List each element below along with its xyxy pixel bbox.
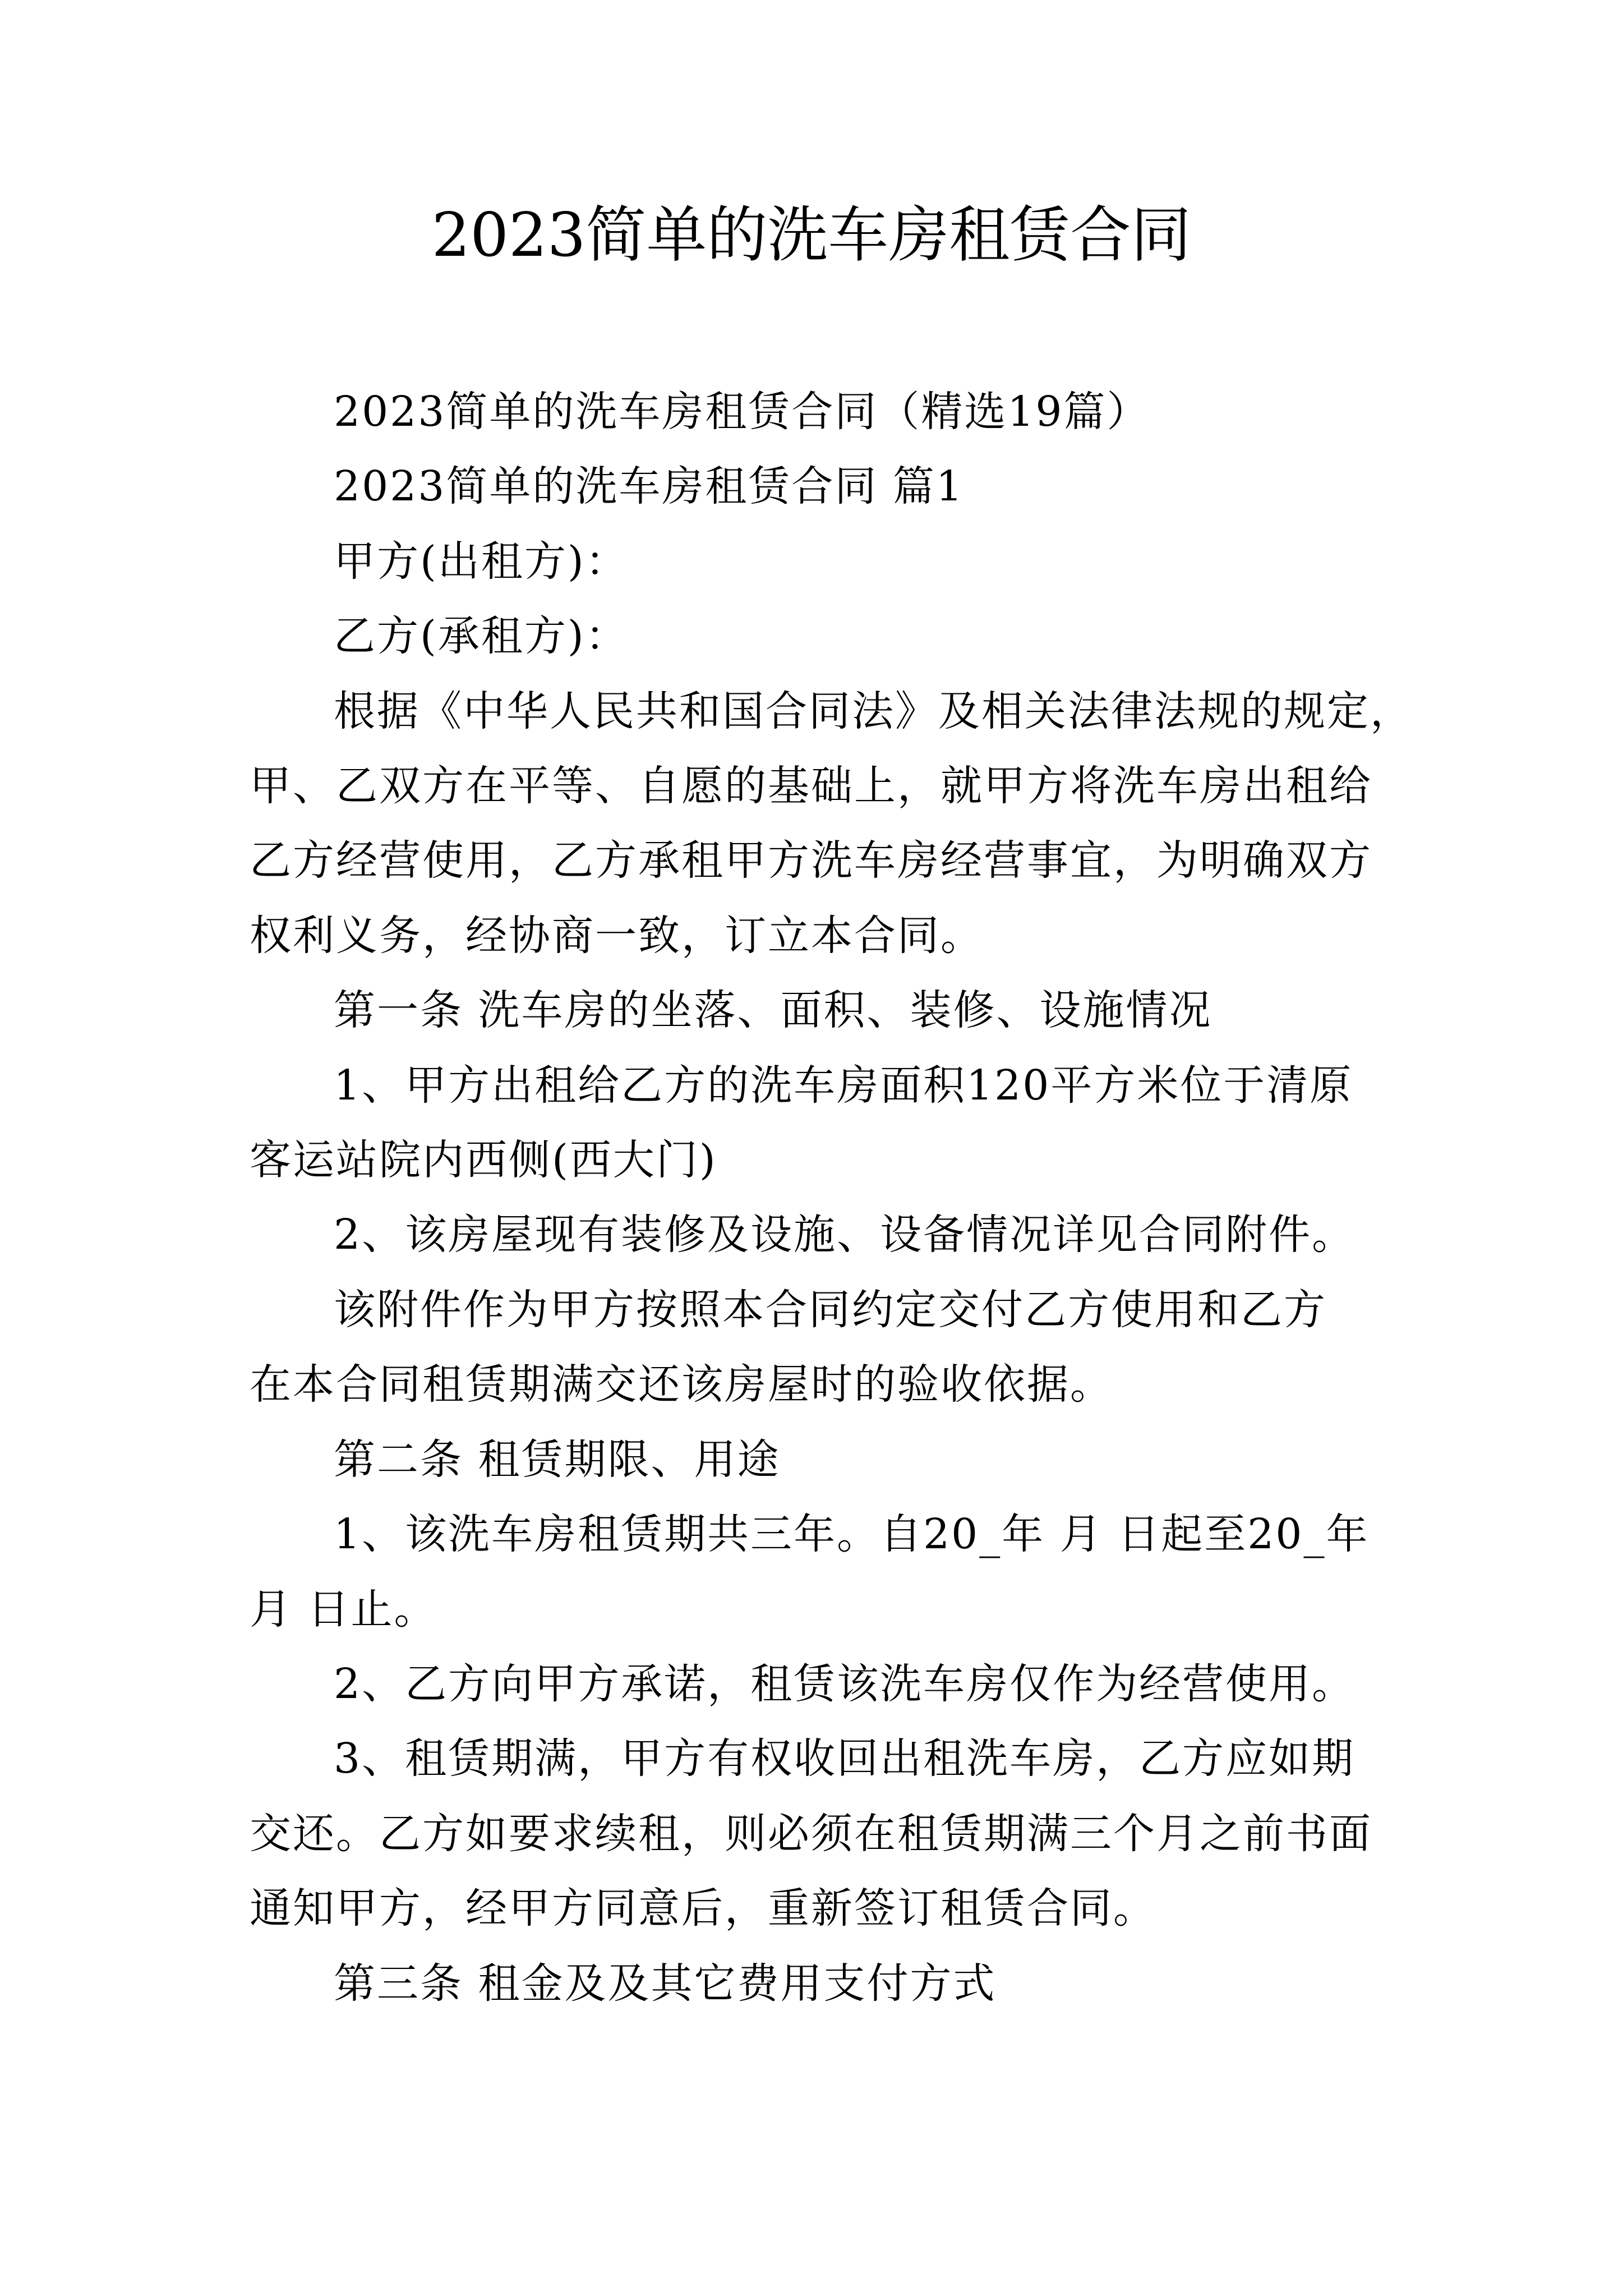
text-line: 通知甲方，经甲方同意后，重新签订租赁合同。 <box>250 1884 1156 1933</box>
text-line: 2、该房屋现有装修及设施、设备情况详见合同附件。 <box>334 1211 1355 1259</box>
text-line: 1、甲方出租给乙方的洗车房面积120平方米位于清原 <box>334 1061 1353 1110</box>
paragraph <box>250 449 1388 524</box>
paragraph <box>250 524 1388 599</box>
text-line: 第三条 租金及及其它费用支付方式 <box>334 1959 997 2008</box>
text-line: 月 日止。 <box>250 1585 437 1634</box>
text-line: 交还。乙方如要求续租，则必须在租赁期满三个月之前书面 <box>250 1809 1372 1858</box>
text-line: 权利义务，经协商一致，订立本合同。 <box>250 911 984 960</box>
text-line: 2023简单的洗车房租赁合同（精选19篇） <box>334 388 1150 436</box>
text-line: 3、租赁期满，甲方有权收回出租洗车房，乙方应如期 <box>334 1734 1355 1783</box>
document-body <box>250 375 1413 2021</box>
paragraph <box>250 1198 1388 1272</box>
text-line: 2023简单的洗车房租赁合同 篇1 <box>334 462 964 511</box>
text-line: 客运站院内西侧(西大门) <box>250 1136 717 1185</box>
text-line: 2、乙方向甲方承诺，租赁该洗车房仅作为经营使用。 <box>334 1659 1355 1708</box>
text-line: 1、该洗车房租赁期共三年。自20_年 月 日起至20_年 <box>334 1510 1370 1559</box>
paragraph <box>250 1722 1388 1946</box>
text-line: 在本合同租赁期满交还该房屋时的验收依据。 <box>250 1360 1113 1409</box>
paragraph <box>250 375 1388 449</box>
paragraph <box>250 1647 1388 1722</box>
paragraph <box>250 599 1388 674</box>
paragraph <box>250 1273 1388 1423</box>
text-line: 根据《中华人民共和国合同法》及相关法律法规的规定， <box>334 687 1413 735</box>
text-line: 第一条 洗车房的坐落、面积、装修、设施情况 <box>334 986 1212 1035</box>
text-line: 甲、乙双方在平等、自愿的基础上，就甲方将洗车房出租给 <box>250 762 1372 811</box>
text-line: 该附件作为甲方按照本合同约定交付乙方使用和乙方 <box>334 1285 1327 1334</box>
text-line: 乙方经营使用，乙方承租甲方洗车房经营事宜，为明确双方 <box>250 836 1372 885</box>
paragraph <box>250 674 1413 974</box>
paragraph <box>250 1423 1388 1497</box>
paragraph <box>250 1497 1388 1647</box>
document-title: 2023简单的洗车房租赁合同 <box>431 200 1192 270</box>
paragraph <box>250 973 1388 1048</box>
paragraph <box>250 1048 1388 1198</box>
text-line: 第二条 租赁期限、用途 <box>334 1435 781 1484</box>
text-line: 乙方(承租方)： <box>334 612 629 661</box>
text-line: 甲方(出租方)： <box>334 537 629 586</box>
paragraph <box>250 1947 1388 2021</box>
